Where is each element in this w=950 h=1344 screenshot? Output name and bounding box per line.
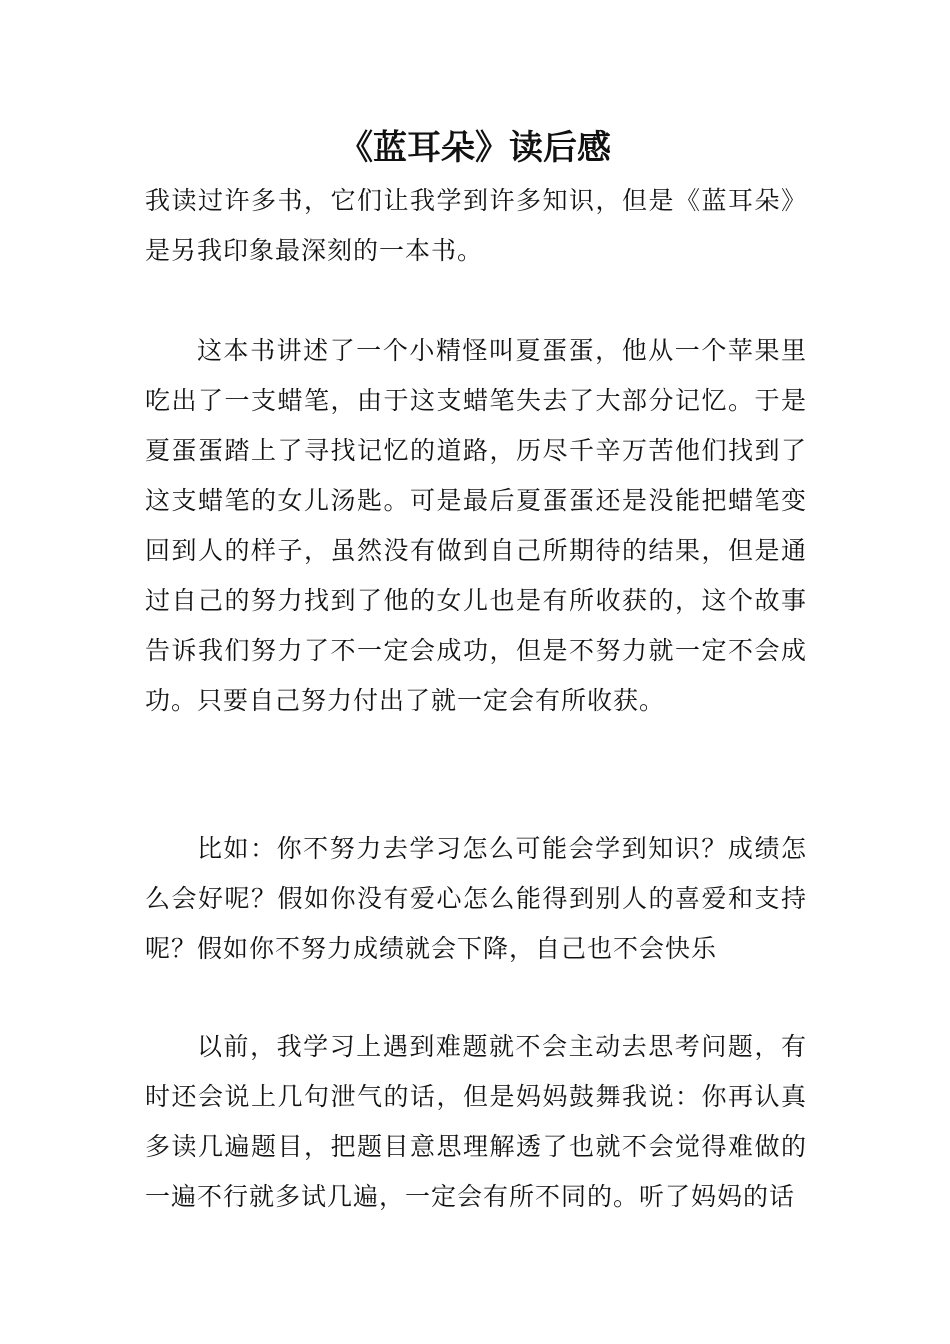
paragraph-intro: 我读过许多书，它们让我学到许多知识，但是《蓝耳朵》是另我印象最深刻的一本书。 <box>145 186 807 265</box>
paragraph-personal-experience: 以前，我学习上遇到难题就不会主动去思考问题，有时还会说上几句泄气的话，但是妈妈鼓舞我说：你再认真多读几遍题目，把题目意思理解透了也就不会觉得难做的一遍不行就多试几遍，一定会有所不同的。听了妈妈的话 <box>145 1032 807 1211</box>
paragraph-examples: 比如：你不努力去学习怎么可能会学到知识？成绩怎么会好呢？假如你没有爱心怎么能得到别人的喜爱和支持呢？假如你不努力成绩就会下降，自己也不会快乐 <box>145 834 807 963</box>
document-title: 《蓝耳朵》读后感 <box>339 128 611 168</box>
paragraph-story-summary: 这本书讲述了一个小精怪叫夏蛋蛋，他从一个苹果里吃出了一支蜡笔，由于这支蜡笔失去了大部分记忆。于是夏蛋蛋踏上了寻找记忆的道路，历尽千辛万苦他们找到了这支蜡笔的女儿汤匙。可是最后夏蛋蛋还是没能把蜡笔变回到人的样子，虽然没有做到自己所期待的结果，但是通过自己的努力找到了他的女儿也是有所收获的，这个故事告诉我们努力了不一定会成功，但是不努力就一定不会成功。只要自己努力付出了就一定会有所收获。 <box>145 336 807 715</box>
